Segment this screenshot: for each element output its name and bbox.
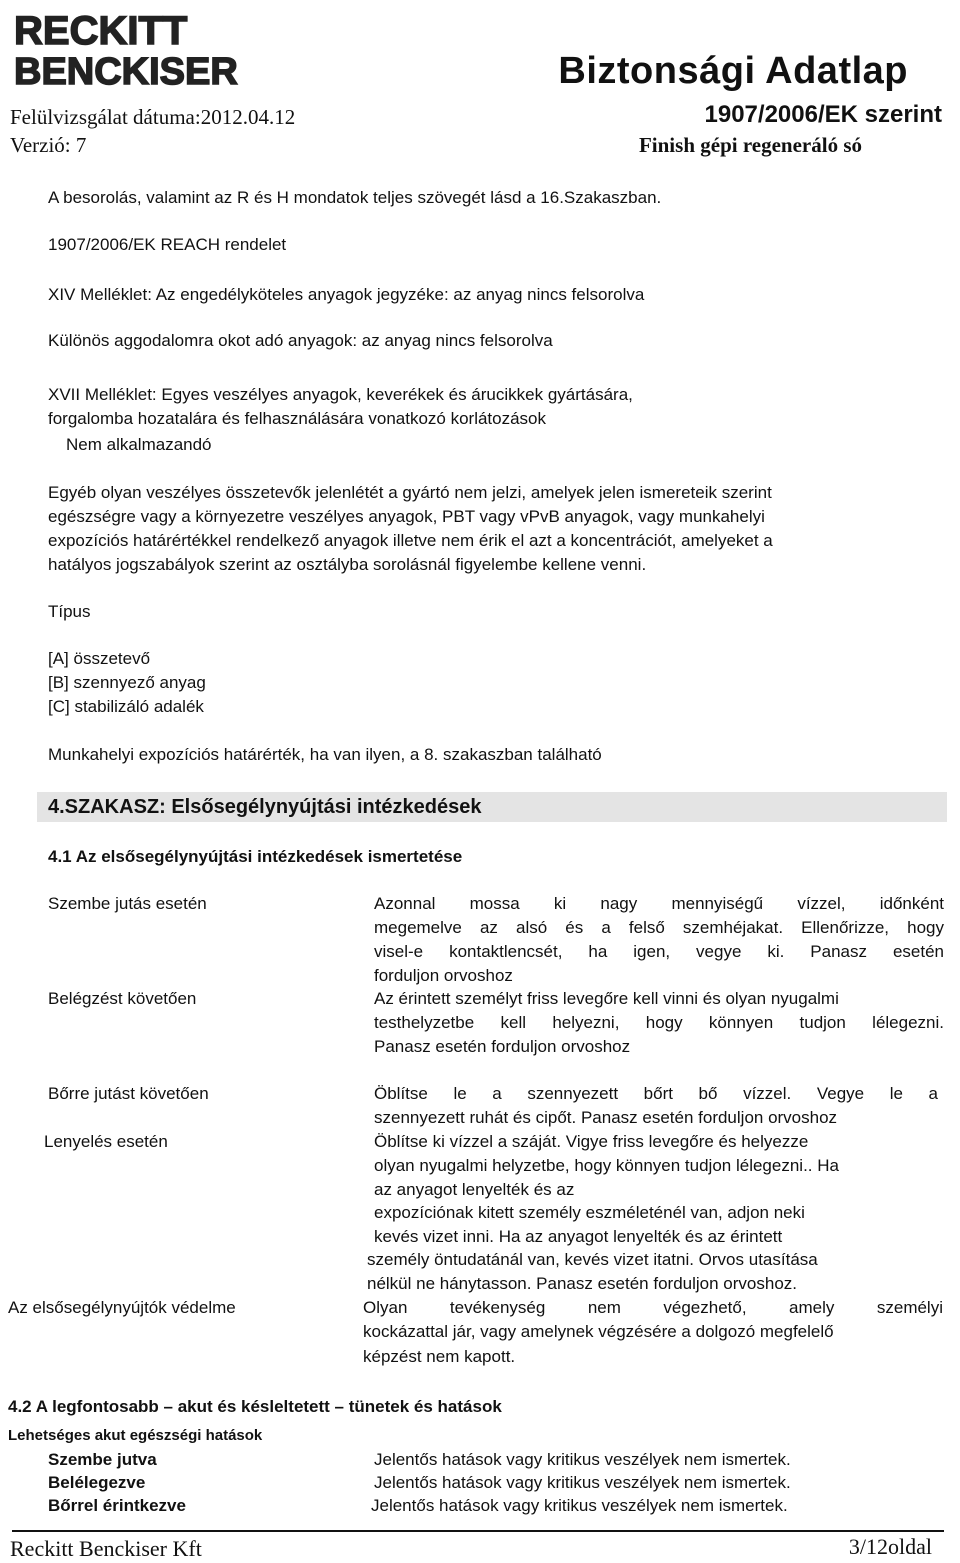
subsection-4-2: 4.2 A legfontosabb – akut és késleltetett – tünetek és hatások [8,1397,502,1416]
skin-contact-text-2: szennyezett ruhát és cipőt. Panasz esetén forduljon orvoshoz [374,1108,838,1127]
product-name: Finish gépi regeneráló só [638,133,862,157]
first-aider-protection-text-3: képzést nem kapott. [363,1347,516,1366]
ingestion-text-5: kevés vizet inni. Ha az anyagot lenyelték és az érintett [374,1227,783,1246]
skin-contact-text-1: Öblítse le a szennyezett bőrt bő vízzel. Vegye le a [374,1084,938,1103]
eye-contact-text-1: Azonnal mossa ki nagy mennyiségű vízzel, időnként [374,894,944,913]
inhalation-text-2: testhelyzetbe kell helyezni, hogy könnyen tudjon lélegezni. [374,1013,944,1032]
annex-xiv-label: XIV Melléklet: Az engedélyköteles anyagok jegyzéke: [48,285,449,304]
first-aider-protection-label: Az elsősegélynyújtók védelme [8,1298,236,1317]
other-hazard-line-1: Egyéb olyan veszélyes összetevők jelenlétét a gyártó nem jelzi, amelyek jelen ismereteik szerint [48,483,772,502]
acute-inhalation-label: Belélegezve [48,1473,146,1492]
page-number: 3/12oldal [848,1534,932,1559]
version: Verzió: 7 [10,133,87,157]
skin-contact-label: Bőrre jutást követően [48,1084,209,1103]
type-c: [C] stabilizáló adalék [48,697,204,716]
ingestion-text-1: Öblítse ki vízzel a száját. Vigye friss levegőre és helyezze [374,1132,809,1151]
ingestion-text-2: olyan nyugalmi helyzetbe, hogy könnyen tudjon lélegezni.. Ha [374,1156,839,1175]
first-aider-protection-text-2: kockázattal jár, vagy amelynek végzésére a dolgozó megfelelő [363,1322,834,1341]
classification-note: A besorolás, valamint az R és H mondatok teljes szövegét lásd a 16.Szakaszban. [48,188,662,207]
oel-note: Munkahelyi expozíciós határérték, ha van ilyen, a 8. szakaszban található [48,745,602,764]
review-date: Felülvizsgálat dátuma:2012.04.12 [10,105,296,129]
inhalation-text-3: Panasz esetén forduljon orvoshoz [374,1037,631,1056]
other-hazard-line-2: egészségre vagy a környezetre veszélyes anyagok, PBT vagy vPvB anyagok, vagy munkahelyi [48,507,765,526]
inhalation-label: Belégzést követően [48,989,197,1008]
acute-eye-value: Jelentős hatások vagy kritikus veszélyek nem ismertek. [374,1450,791,1469]
acute-inhalation-value: Jelentős hatások vagy kritikus veszélyek nem ismertek. [374,1473,791,1492]
ingestion-label: Lenyelés esetén [44,1132,168,1151]
document-title: Biztonsági Adatlap [558,50,908,92]
eye-contact-text-4: forduljon orvoshoz [374,966,513,985]
ingestion-text-7: nélkül ne hánytasson. Panasz esetén forduljon orvoshoz. [367,1274,797,1293]
type-a: [A] összetevő [48,649,151,668]
ingestion-text-3: az anyagot lenyelték és az [374,1180,575,1199]
acute-skin-value: Jelentős hatások vagy kritikus veszélyek nem ismertek. [371,1496,788,1515]
eye-contact-text-3: visel-e kontaktlencsét, ha igen, vegye ki. Panasz esetén [374,942,944,961]
type-heading: Típus [48,602,91,621]
first-aider-protection-text-1: Olyan tevékenység nem végezhető, amely személyi [363,1298,943,1317]
acute-eye-label: Szembe jutva [48,1450,157,1469]
eye-contact-label: Szembe jutás esetén [48,894,207,913]
reach-heading: 1907/2006/EK REACH rendelet [48,235,287,254]
logo-line-2: BENCKISER [14,51,238,90]
eye-contact-text-2: megemelve az alsó és a felső szemhéjakat. Ellenőrizze, hogy [374,918,944,937]
logo-line-1: RECKITT [14,9,188,53]
ingestion-text-4: expozíciónak kitett személy eszméleténél van, adjon neki [374,1203,805,1222]
acute-skin-label: Bőrrel érintkezve [48,1496,186,1515]
type-b: [B] szennyező anyag [48,673,206,692]
annex-xvii-line-2: forgalomba hozatalára és felhasználására vonatkozó korlátozások [48,409,547,428]
subsection-4-1: 4.1 Az elsősegélynyújtási intézkedések ismertetése [48,847,463,866]
inhalation-text-1: Az érintett személyt friss levegőre kell vinni és olyan nyugalmi [374,989,839,1008]
annex-xvii-value: Nem alkalmazandó [66,435,212,454]
other-hazard-line-3: expozíciós határértékkel rendelkező anyagok illetve nem érik el azt a koncentrációt, amelyeket a [48,531,773,550]
regulation-reference: 1907/2006/EK szerint [704,101,942,128]
footer-divider [12,1530,944,1532]
other-hazard-line-4: hatályos jogszabályok szerint az osztályba sorolásnál figyelembe kellene venni. [48,555,647,574]
acute-effects-heading: Lehetséges akut egészségi hatások [8,1427,263,1444]
footer-company: Reckitt Benckiser Kft [10,1536,202,1561]
annex-xiv [48,283,644,307]
company-logo [12,8,242,90]
svhc [48,329,553,353]
svhc-label: Különös aggodalomra okot adó anyagok: [48,331,358,350]
svhc-value: az anyag nincs felsorolva [357,331,553,350]
annex-xvii-line-1: XVII Melléklet: Egyes veszélyes anyagok, keverékek és árucikkek gyártására, [48,385,633,404]
annex-xiv-value: az anyag nincs felsorolva [448,285,645,304]
ingestion-text-6: személy öntudatánál van, kevés vizet itatni. Orvos utasítása [367,1250,818,1269]
section-4-heading: 4.SZAKASZ: Elsősegélynyújtási intézkedések [48,796,482,818]
